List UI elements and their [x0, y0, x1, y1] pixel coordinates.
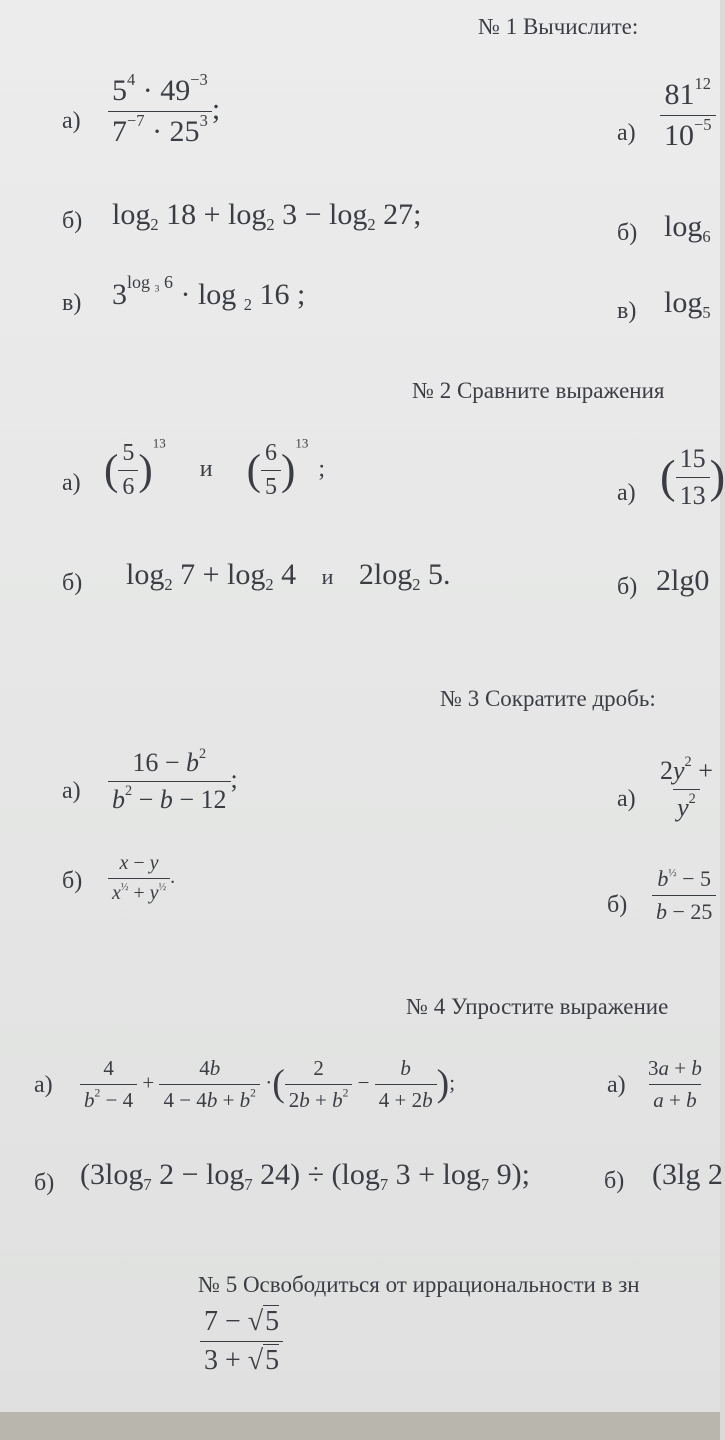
- task-1b-right-expression: $\log_6$: [664, 210, 711, 246]
- task-4b-right-expression: (3lg 2: [652, 1158, 723, 1191]
- task-1b-expression: $\log_2 18 + \log_2 3 - \log_2 27$;: [112, 198, 422, 234]
- task-4a-expression: $\frac{4}{b^2 - 4}$ + $\frac{4b}{4 - 4b + b^2}$ ·( $\frac{2}{2b + b^2}$ − $\frac{b}{4 + 2b}$ );: [80, 1056, 455, 1113]
- section-5-title: № 5 Освободиться от иррациональности в зн: [198, 1272, 640, 1297]
- task-1b-label: б): [62, 208, 83, 234]
- task-1a-label: а): [62, 108, 81, 134]
- task-4a-right-expression: $\frac{3a + b}{a + b}$: [648, 1056, 702, 1112]
- task-1a-expression: $\frac{5^4 \cdot 49^{-3}}{7^{-7} \cdot 25^3}$ ;: [108, 74, 220, 149]
- task-2a-right-label: а): [617, 480, 636, 506]
- task-3a-right-expression: $\frac{2y^2 +}{y^2}$: [660, 754, 713, 822]
- section-3-title: № 3 Сократите дробь:: [440, 686, 656, 711]
- task-3a-expression: $\frac{16 - b^2}{b^2 - b - 12}$ ;: [108, 748, 238, 815]
- task-1b-right-label: б): [617, 220, 638, 246]
- task-1a-right-expression: $\frac{81^{12}}{10^{-5}}$: [660, 78, 716, 153]
- task-2b-right-expression: 2lg0: [656, 564, 710, 597]
- task-3a-right-label: а): [617, 786, 636, 812]
- task-3b-right-expression: $\frac{b^{\frac{1}{2}} - 5}{b - 25}$: [652, 866, 716, 925]
- task-3a-label: а): [62, 778, 81, 804]
- task-1c-right-label: в): [617, 298, 637, 324]
- task-3b-label: б): [62, 868, 83, 894]
- task-3b-right-label: б): [607, 892, 628, 918]
- task-4a-right-label: а): [607, 1072, 626, 1098]
- task-2b-label: б): [62, 570, 83, 596]
- task-4b-label: б): [34, 1170, 55, 1196]
- task-1a-right-label: а): [617, 120, 636, 146]
- section-2-title: № 2 Сравните выражения: [412, 378, 665, 403]
- task-2b-expression: $\log_2 7 + \log_2 4$ и $2\log_2$ 5.: [126, 558, 451, 594]
- task-4a-label: а): [34, 1072, 53, 1098]
- task-2b-right-label: б): [617, 574, 638, 600]
- desk-surface: [0, 1412, 720, 1440]
- task-5-expression: $\frac{7 - √5}{3 + √5}$: [200, 1306, 283, 1377]
- task-2a-expression: ( $\frac{5}{6}$ )$^{13}$ и ( $\frac{6}{5}$ )$^{13}$;: [104, 435, 326, 500]
- task-1c-label: в): [62, 290, 82, 316]
- section-4-title: № 4 Упростите выражение: [406, 994, 669, 1019]
- task-1c-expression: $3^{log _3 6} \cdot \log _2$ 16 ;: [112, 271, 306, 314]
- task-1c-right-expression: $\log_5$: [664, 286, 711, 322]
- section-1-title: № 1 Вычислите:: [478, 14, 639, 39]
- task-4b-expression: ($3\log_7$ $2 - \log_7 24) \div (\log_7$ $3 + \log_7 9$);: [80, 1158, 530, 1194]
- task-4b-right-label: б): [604, 1168, 625, 1194]
- task-2a-label: а): [62, 470, 81, 496]
- task-3b-expression: $\frac{x - y}{x^{\frac{1}{2}} + y^{\frac{1}{2}}}$ .: [108, 852, 175, 905]
- task-2a-right-expression: ( $\frac{15}{13}$ ): [660, 444, 725, 510]
